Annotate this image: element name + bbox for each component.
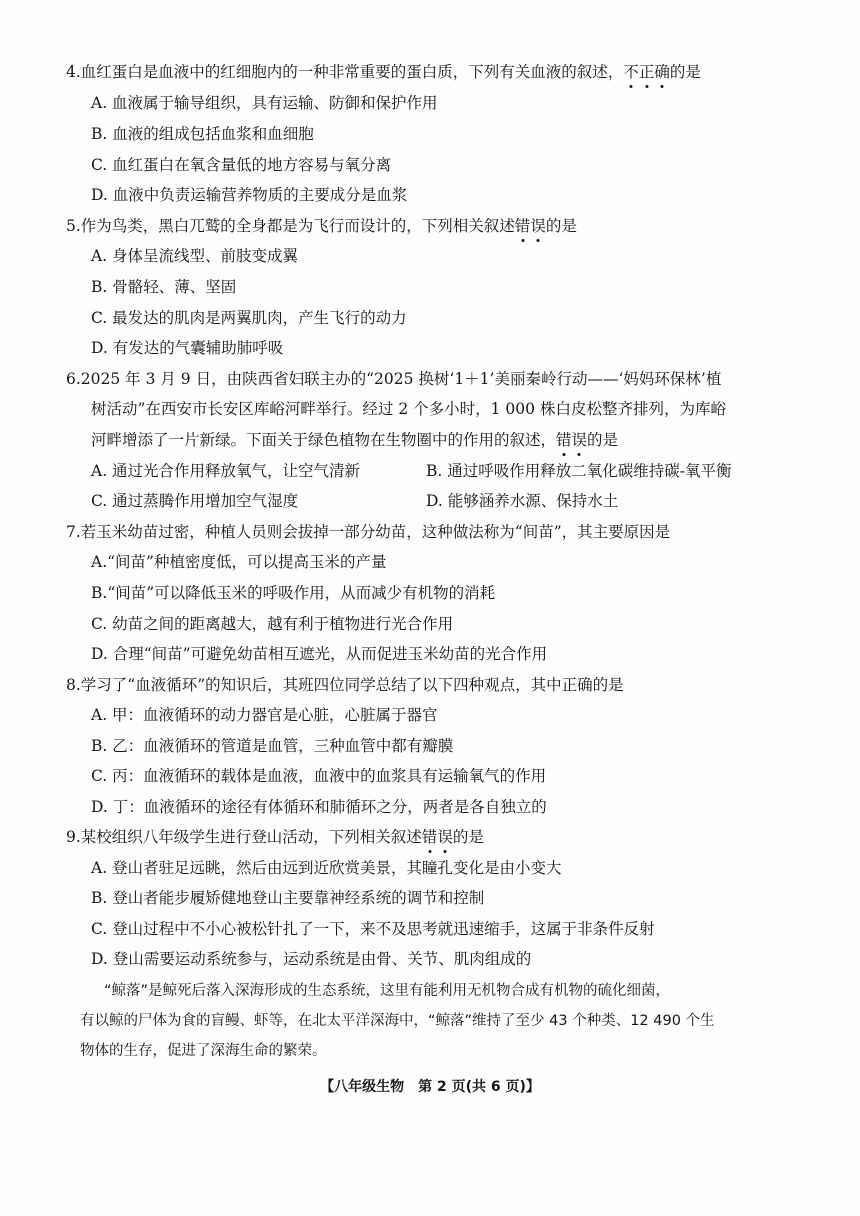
question-5-option-d: D. 有发达的气囊辅助肺呼吸 bbox=[91, 339, 284, 357]
question-8-option-b: B. 乙：血液循环的管道是血管，三种血管中都有瓣膜 bbox=[91, 737, 454, 755]
question-7-option-c: C. 幼苗之间的距离越大，越有利于植物进行光合作用 bbox=[91, 615, 454, 633]
emphasis-dot-char: 不 bbox=[623, 63, 639, 81]
question-9-option-d: D. 登山需要运动系统参与，运动系统是由骨、关节、肌肉组成的 bbox=[91, 950, 532, 968]
emphasis-dot-char: 错 bbox=[514, 217, 531, 235]
question-6-stem-line-2: 树活动”在西安市长安区库峪河畔举行。经过 2 个多小时，1 000 株白皮松整齐排列，为库峪 bbox=[91, 400, 726, 418]
question-7-option-b: B.“间苗”可以降低玉米的呼吸作用，从而减少有机物的消耗 bbox=[91, 584, 496, 602]
question-7-stem: 7.若玉米幼苗过密，种植人员则会拔掉一部分幼苗，这种做法称为“间苗”，其主要原因是 bbox=[66, 523, 671, 541]
emphasis-dot-char: 错 bbox=[556, 431, 572, 449]
question-8-option-a: A. 甲：血液循环的动力器官是心脏，心脏属于器官 bbox=[91, 706, 438, 724]
question-6-option-b: B. 通过呼吸作用释放二氧化碳维持碳-氧平衡 bbox=[426, 462, 732, 480]
question-4-option-c: C. 血红蛋白在氧含量低的地方容易与氧分离 bbox=[91, 156, 392, 174]
question-4-option-b: B. 血液的组成包括血浆和血细胞 bbox=[91, 125, 314, 143]
question-9-option-b: B. 登山者能步履矫健地登山主要靠神经系统的调节和控制 bbox=[91, 889, 485, 907]
emphasis-dot-char: 错 bbox=[421, 828, 438, 846]
question-5-option-c: C. 最发达的肌肉是两翼肌肉，产生飞行的动力 bbox=[91, 309, 407, 327]
question-4-option-a: A. 血液属于输导组织，具有运输、防御和保护作用 bbox=[91, 94, 438, 112]
passage-line-1: “鲸落”是鲸死后落入深海形成的生态系统，这里有能利用无机物合成有机物的硫化细菌， bbox=[104, 983, 671, 999]
question-6-stem-line-1: 6.2025 年 3 月 9 日，由陕西省妇联主办的“2025 换树‘1＋1’美丽秦岭行动——‘妈妈环保林’植 bbox=[66, 370, 722, 388]
passage-line-2: 有以鲸的尸体为食的盲鳗、虾等，在北太平洋深海中，“鲸落”维持了至少 43 个种类、12 490 个生 bbox=[80, 1013, 715, 1029]
question-7-option-d: D. 合理“间苗”可避免幼苗相互遮光，从而促进玉米幼苗的光合作用 bbox=[91, 645, 548, 663]
question-8-stem: 8.学习了“血液循环”的知识后，其班四位同学总结了以下四种观点，其中正确的是 bbox=[66, 676, 624, 694]
question-4-stem: 4.血红蛋白是血液中的红细胞内的一种非常重要的蛋白质，下列有关血液的叙述，不正确的是 bbox=[66, 63, 701, 81]
question-5-option-b: B. 骨骼轻、薄、坚固 bbox=[91, 278, 237, 296]
passage-line-3: 物体的生存，促进了深海生命的繁荣。 bbox=[80, 1043, 327, 1059]
question-9-stem: 9.某校组织八年级学生进行登山活动，下列相关叙述错误的是 bbox=[66, 828, 484, 846]
question-6-stem-line-3: 河畔增添了一片新绿。下面关于绿色植物在生物圈中的作用的叙述，错误的是 bbox=[91, 431, 619, 449]
emphasis-dot-char: 确 bbox=[654, 63, 670, 81]
question-6-option-a: A. 通过光合作用释放氧气，让空气清新 bbox=[91, 462, 361, 480]
question-4-option-d: D. 血液中负责运输营养物质的主要成分是血浆 bbox=[91, 186, 408, 204]
question-6-option-c: C. 通过蒸腾作用增加空气湿度 bbox=[91, 492, 299, 510]
page-footer: 【八年级生物 第 2 页(共 6 页)】 bbox=[320, 1079, 540, 1095]
question-9-option-a: A. 登山者驻足远眺，然后由远到近欣赏美景，其瞳孔变化是由小变大 bbox=[91, 859, 562, 877]
question-9-option-c: C. 登山过程中不小心被松针扎了一下，来不及思考就迅速缩手，这属于非条件反射 bbox=[91, 920, 655, 938]
question-5-stem: 5.作为鸟类，黑白兀鹫的全身都是为飞行而设计的，下列相关叙述错误的是 bbox=[66, 217, 577, 235]
question-7-option-a: A.“间苗”种植密度低，可以提高玉米的产量 bbox=[91, 553, 387, 571]
emphasis-dot-char: 误 bbox=[437, 828, 453, 846]
emphasis-dot-char: 误 bbox=[571, 431, 588, 449]
emphasis-dot-char: 正 bbox=[638, 63, 655, 81]
question-8-option-d: D. 丁：血液循环的途径有体循环和肺循环之分，两者是各自独立的 bbox=[91, 798, 547, 816]
question-8-option-c: C. 丙：血液循环的载体是血液，血液中的血浆具有运输氧气的作用 bbox=[91, 767, 547, 785]
question-6-option-d: D. 能够涵养水源、保持水土 bbox=[426, 492, 619, 510]
emphasis-dot-char: 误 bbox=[530, 217, 546, 235]
question-5-option-a: A. 身体呈流线型、前肢变成翼 bbox=[91, 247, 299, 265]
